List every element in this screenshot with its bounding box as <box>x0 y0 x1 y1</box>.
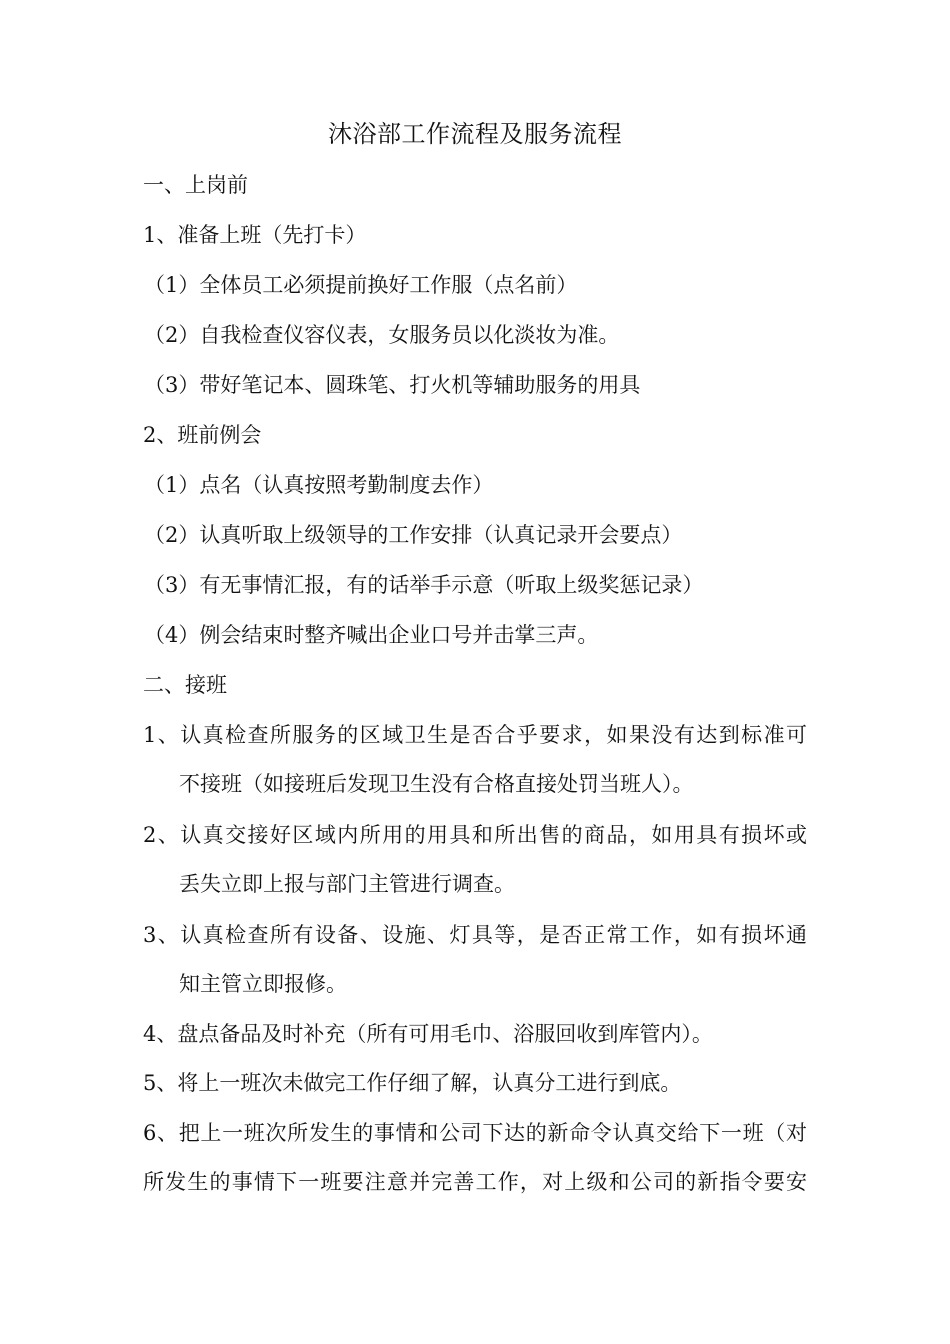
item-3-line-1: 3、认真检查所有设备、设施、灯具等，是否正常工作，如有损坏通 <box>143 923 807 947</box>
sub-item-appearance: （2）自我检查仪容仪表，女服务员以化淡妆为准。 <box>144 323 620 347</box>
item-3-line-2: 知主管立即报修。 <box>179 972 347 996</box>
item-heading-meeting: 2、班前例会 <box>143 423 262 447</box>
document-title: 沐浴部工作流程及服务流程 <box>328 120 622 148</box>
sub-item-uniform: （1）全体员工必须提前换好工作服（点名前） <box>144 273 578 297</box>
sub-item-tools: （3）带好笔记本、圆珠笔、打火机等辅助服务的用具 <box>144 373 641 397</box>
item-6-line-2: 所发生的事情下一班要注意并完善工作，对上级和公司的新指令要安 <box>143 1170 807 1194</box>
item-5: 5、将上一班次未做完工作仔细了解，认真分工进行到底。 <box>143 1071 682 1095</box>
item-4: 4、盘点备品及时补充（所有可用毛巾、浴服回收到库管内）。 <box>143 1022 713 1046</box>
item-2-line-1: 2、认真交接好区域内所用的用具和所出售的商品，如用具有损坏或 <box>143 823 807 847</box>
item-1-line-1: 1、认真检查所服务的区域卫生是否合乎要求，如果没有达到标准可 <box>143 723 807 747</box>
sub-item-report: （3）有无事情汇报，有的话举手示意（听取上级奖惩记录） <box>144 573 704 597</box>
section-heading-handover: 二、接班 <box>143 673 227 697</box>
section-heading-before-shift: 一、上岗前 <box>143 173 248 197</box>
sub-item-roll-call: （1）点名（认真按照考勤制度去作） <box>144 473 494 497</box>
sub-item-listen: （2）认真听取上级领导的工作安排（认真记录开会要点） <box>144 523 683 547</box>
sub-item-slogan: （4）例会结束时整齐喊出企业口号并击掌三声。 <box>144 623 599 647</box>
item-heading-prepare: 1、准备上班（先打卡） <box>143 223 367 247</box>
item-1-line-2: 不接班（如接班后发现卫生没有合格直接处罚当班人）。 <box>179 772 694 796</box>
item-6-line-1: 6、把上一班次所发生的事情和公司下达的新命令认真交给下一班（对 <box>143 1121 807 1145</box>
item-2-line-2: 丢失立即上报与部门主管进行调查。 <box>179 872 515 896</box>
